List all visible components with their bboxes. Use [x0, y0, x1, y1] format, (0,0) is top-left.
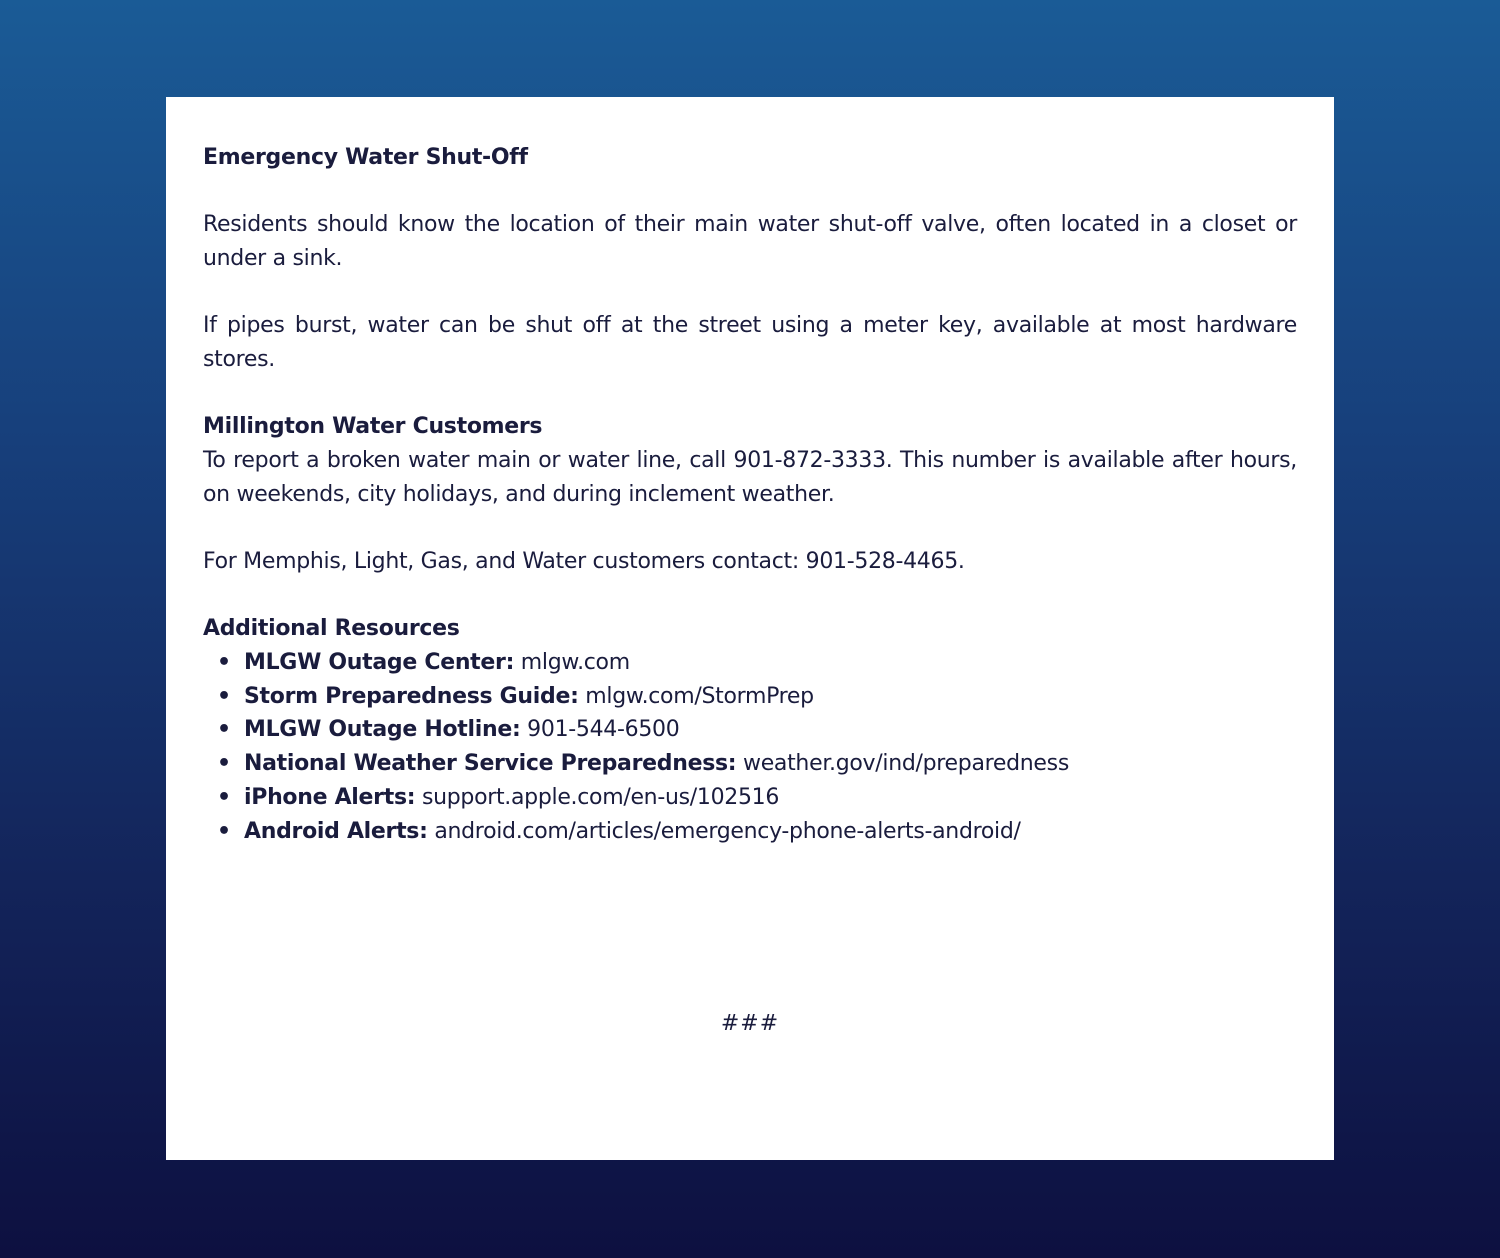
- document-content: [203, 141, 1297, 848]
- paragraph-shutoff-valve: Residents should know the location of their main water shut-off valve, often located in a closet or under a sink.: [203, 212, 1297, 271]
- list-item: [217, 680, 1297, 714]
- paragraph-pipes-burst: If pipes burst, water can be shut off at the street using a meter key, available at most hardware stores.: [203, 313, 1297, 372]
- bullet-icon: •: [217, 751, 231, 777]
- bullet-icon: •: [217, 683, 231, 709]
- resource-label: MLGW Outage Center:: [244, 650, 515, 675]
- section-title-shutoff: Emergency Water Shut-Off: [203, 145, 528, 170]
- spacer: [203, 579, 1297, 612]
- resource-label: Storm Preparedness Guide:: [244, 683, 579, 709]
- bullet-icon: •: [217, 717, 231, 743]
- list-item: [217, 646, 1297, 680]
- resource-link[interactable]: support.apple.com/en-us/102516: [421, 784, 780, 810]
- spacer: [203, 175, 1297, 208]
- document-page: [166, 97, 1334, 1160]
- list-item: [217, 781, 1297, 815]
- bullet-icon: •: [217, 650, 231, 675]
- spacer: [203, 512, 1297, 545]
- resource-link[interactable]: android.com/articles/emergency-phone-alerts-android/: [434, 818, 1021, 844]
- paragraph-report-broken-main: To report a broken water main or water line, call 901-872-3333. This number is available after hours, on weekends, city holidays, and during inclement weather.: [203, 448, 1297, 507]
- end-mark: ###: [720, 1011, 780, 1036]
- paragraph-mlgw-contact: For Memphis, Light, Gas, and Water customers contact: 901-528-4465.: [203, 549, 965, 574]
- bullet-icon: •: [217, 818, 231, 844]
- resource-label: iPhone Alerts:: [244, 784, 416, 810]
- section-title-millington: Millington Water Customers: [203, 414, 543, 439]
- resource-link[interactable]: mlgw.com: [520, 650, 630, 675]
- resource-label: Android Alerts:: [244, 818, 428, 844]
- resource-phone[interactable]: 901-544-6500: [527, 717, 680, 743]
- section-title-resources: Additional Resources: [203, 616, 460, 641]
- resource-link[interactable]: weather.gov/ind/preparedness: [743, 751, 1069, 777]
- resources-list: [203, 646, 1297, 848]
- resource-link[interactable]: mlgw.com/StormPrep: [585, 683, 814, 709]
- list-item: [217, 713, 1297, 747]
- resource-label: MLGW Outage Hotline:: [244, 717, 521, 743]
- bullet-icon: •: [217, 784, 231, 810]
- resource-label: National Weather Service Preparedness:: [244, 751, 737, 777]
- list-item: [217, 747, 1297, 781]
- list-item: [217, 815, 1297, 849]
- spacer: [203, 377, 1297, 410]
- spacer: [203, 276, 1297, 309]
